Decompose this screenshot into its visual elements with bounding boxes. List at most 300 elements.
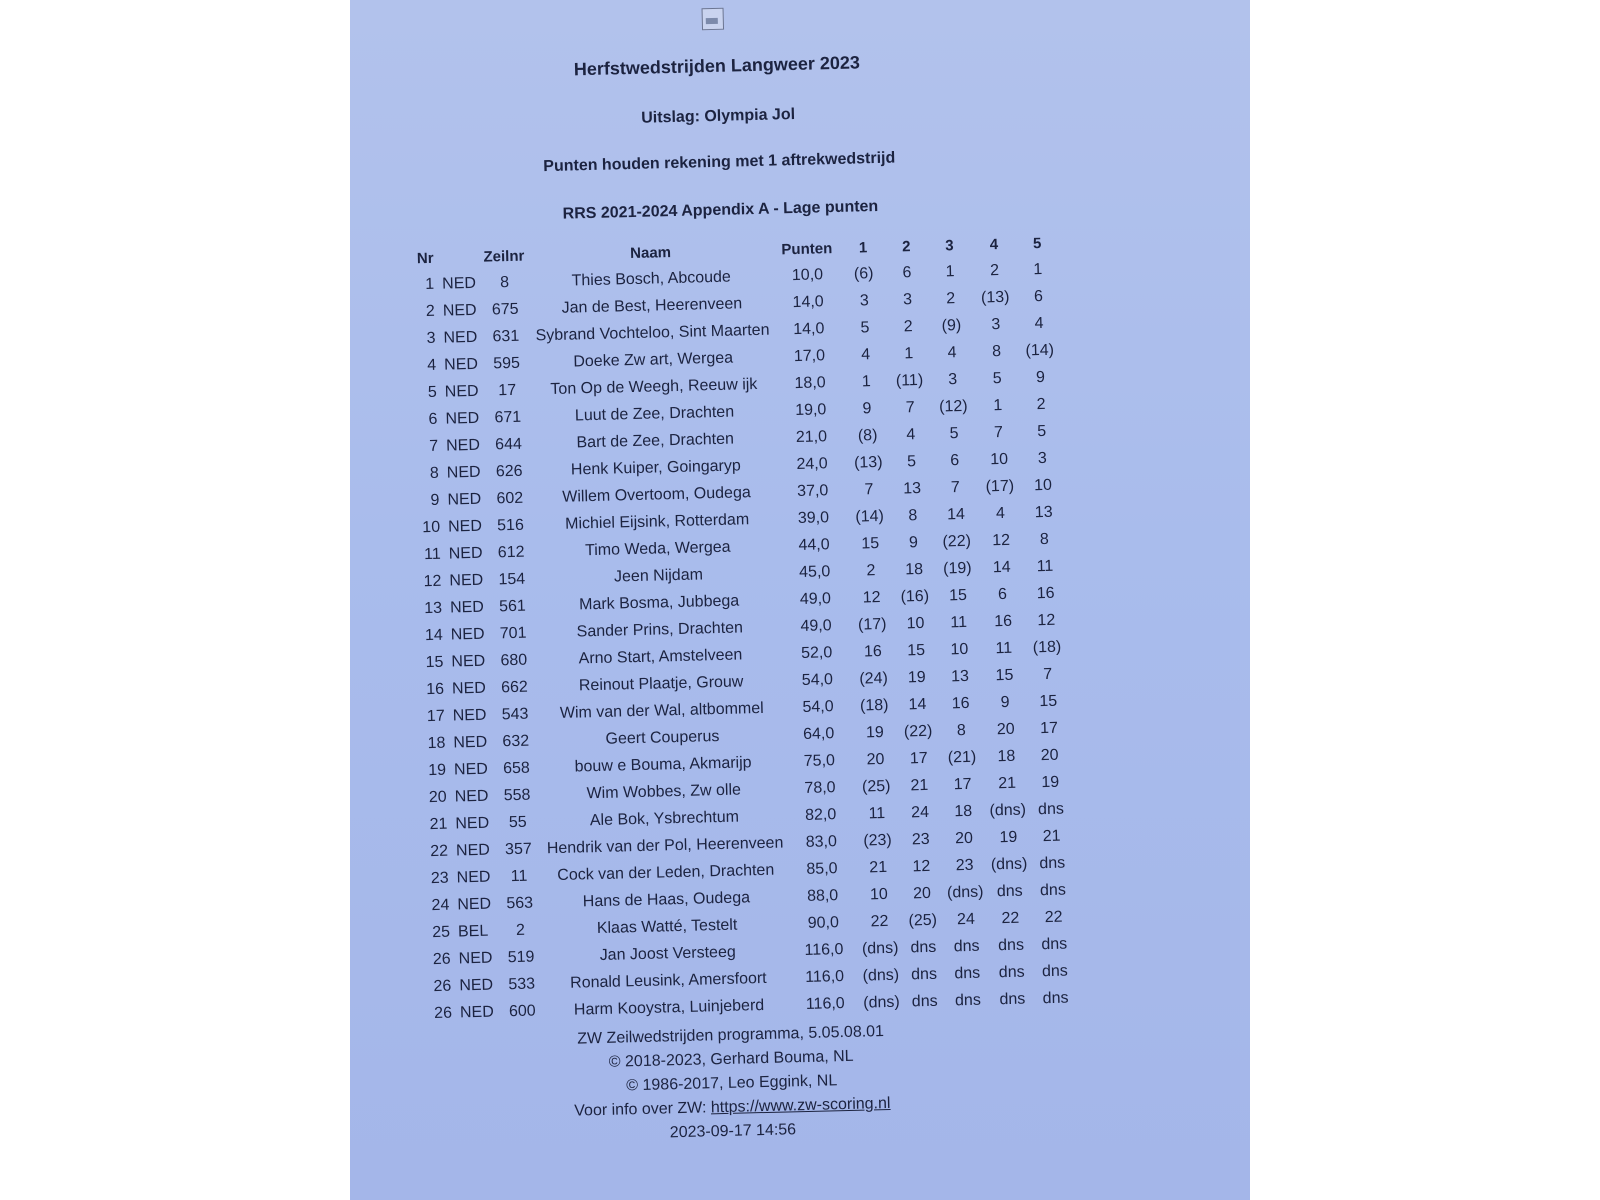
country-cell: NED [445,409,480,428]
race-4-cell: 11 [995,639,1013,657]
race-4-cell: 12 [992,531,1011,549]
race-5-cell: 4 [1034,314,1044,332]
race-2-cell: 3 [902,290,913,308]
race-2-cell: (11) [895,371,924,390]
race-2-cell: 20 [912,884,932,902]
name-cell: bouw e Bouma, Akmarijp [574,753,752,776]
results-table-body [408,256,1077,1028]
points-cell: 54,0 [801,670,834,689]
race-2-cell: 14 [908,695,927,713]
name-cell: Willem Overtoom, Oudega [562,483,751,506]
race-3-cell: 13 [950,667,970,685]
column-header-nr: Nr [416,249,434,267]
race-5-cell: dns [1037,800,1065,818]
name-cell: Hans de Haas, Oudega [582,888,751,910]
race-3-cell: 23 [955,856,974,874]
country-cell: NED [449,571,484,590]
race-2-cell: 13 [903,479,922,497]
race-4-cell: 10 [990,450,1009,468]
race-2-cell: 19 [907,668,926,686]
rank-cell: 26 [433,977,452,995]
footer-copyright-2: © 1986-2017, Leo Eggink, NL [626,1072,838,1095]
sailnumber-cell: 626 [495,462,523,480]
race-5-cell: 1 [1033,260,1043,278]
race-1-cell: 9 [862,399,872,417]
column-header-name: Naam [629,243,672,262]
points-cell: 44,0 [798,535,830,554]
race-4-cell: 18 [997,747,1016,765]
points-cell: 83,0 [805,832,838,851]
sailnumber-cell: 543 [501,705,529,723]
points-cell: 21,0 [795,427,828,446]
country-cell: NED [458,949,493,967]
race-5-cell: 9 [1035,368,1046,386]
country-cell: NED [456,868,491,886]
rank-cell: 16 [426,680,445,698]
race-5-cell: dns [1039,881,1067,899]
points-cell: 14,0 [793,319,825,338]
race-2-cell: 4 [906,425,916,443]
race-1-cell: 15 [861,534,880,552]
race-3-cell: 20 [954,829,974,847]
footer [520,1019,943,1149]
column-header-race-1: 1 [858,238,868,256]
sailnumber-cell: 563 [506,894,534,912]
country-cell: NED [446,463,481,482]
points-cell: 116,0 [805,994,845,1013]
page-title: Herfstwedstrijden Langweer 2023 [573,52,861,80]
rank-cell: 2 [425,302,436,320]
country-cell: NED [445,436,481,455]
name-cell: Michiel Eijsink, Rotterdam [564,510,750,533]
race-5-cell: 2 [1036,395,1046,413]
race-3-cell: dns [953,937,980,955]
points-cell: 49,0 [799,589,832,608]
race-1-cell: 3 [859,291,869,309]
name-cell: Jan de Best, Heerenveen [561,294,743,317]
race-1-cell: 16 [863,642,883,660]
sailnumber-cell: 516 [496,516,525,534]
name-cell: Timo Weda, Wergea [584,538,731,559]
race-1-cell: (24) [859,669,889,688]
rank-cell: 24 [431,896,450,914]
country-cell: NED [444,382,479,401]
sailnumber-cell: 612 [497,543,525,561]
race-4-cell: 21 [997,774,1017,792]
results-sheet [350,0,1250,1200]
country-cell: NED [453,733,488,752]
race-3-cell: 15 [948,586,968,604]
footer-timestamp: 2023-09-17 14:56 [669,1121,797,1142]
race-3-cell: dns [954,991,982,1009]
column-header-race-3: 3 [945,236,954,254]
race-4-cell: (13) [980,288,1010,306]
results-table [407,234,1077,1028]
sailnumber-cell: 8 [499,273,510,291]
sailnumber-cell: 154 [498,570,526,588]
race-2-cell: 2 [903,317,913,335]
race-4-cell: 3 [991,315,1001,333]
country-cell: NED [455,841,490,859]
country-cell: NED [448,544,483,563]
race-2-cell: 24 [910,803,930,821]
points-cell: 52,0 [800,643,833,662]
race-4-cell: dns [998,963,1025,981]
race-2-cell: (22) [903,722,933,740]
race-5-cell: 17 [1039,719,1059,737]
race-3-cell: 18 [954,802,973,820]
race-3-cell: 4 [947,343,957,361]
race-1-cell: (25) [861,777,891,796]
race-5-cell: dns [1039,854,1066,872]
rank-cell: 17 [426,707,445,725]
country-cell: NED [457,895,492,913]
race-3-cell: 10 [950,640,969,658]
race-5-cell: 22 [1044,908,1063,926]
column-header-country [437,248,480,271]
country-cell: NED [450,625,485,644]
race-3-cell: 14 [946,505,966,523]
race-4-cell: 5 [992,369,1002,387]
race-1-cell: (8) [857,426,878,445]
points-cell: 82,0 [804,805,837,824]
name-cell: Ton Op de Weegh, Reeuw ijk [550,375,758,398]
points-cell: 75,0 [803,751,836,770]
race-1-cell: 19 [865,723,885,741]
race-1-cell: 12 [862,588,881,606]
race-1-cell: 4 [860,345,871,363]
column-header-sailnumber: Zeilnr [483,247,525,266]
rank-cell: 22 [430,842,449,860]
race-4-cell: dns [999,990,1026,1008]
race-2-cell: 6 [902,263,912,281]
race-2-cell: dns [911,992,938,1010]
race-2-cell: 15 [907,641,926,659]
race-3-cell: 17 [953,775,972,793]
country-cell: NED [455,814,490,832]
race-5-cell: 11 [1036,557,1054,575]
points-cell: 39,0 [797,508,830,527]
name-cell: Wim van der Wal, altbommel [559,699,764,722]
race-5-cell: 8 [1039,530,1050,548]
footer-program: ZW Zeilwedstrijden programma, 5.05.08.01 [577,1023,885,1048]
sailnumber-cell: 701 [499,624,527,642]
points-cell: 64,0 [802,724,835,743]
race-2-cell: 5 [906,452,917,470]
rank-cell: 26 [433,1004,453,1022]
sailnumber-cell: 11 [510,867,528,885]
race-3-cell: 8 [956,721,966,739]
race-4-cell: (dns) [990,855,1028,873]
sailnumber-cell: 357 [504,840,532,858]
rank-cell: 9 [430,491,440,509]
name-cell: Wim Wobbes, Zw olle [586,781,742,802]
race-1-cell: (dns) [862,966,900,985]
race-3-cell: 7 [950,478,961,496]
race-1-cell: (18) [859,696,889,715]
race-1-cell: (23) [863,831,892,850]
race-2-cell: dns [910,965,938,983]
sailnumber-cell: 2 [515,921,526,939]
race-2-cell: 9 [908,533,919,551]
country-cell: NED [443,355,479,374]
race-2-cell: 12 [912,857,931,875]
race-2-cell: 17 [909,749,928,767]
race-5-cell: dns [1041,935,1068,953]
rank-cell: 26 [432,950,451,968]
race-5-cell: 20 [1040,746,1059,764]
rank-cell: 19 [428,761,447,779]
result-class-heading: Uitslag: Olympia Jol [641,105,796,127]
rank-cell: 5 [427,383,438,401]
race-2-cell: 8 [908,506,918,524]
race-3-cell: 1 [945,262,955,280]
race-3-cell: 5 [949,424,959,442]
race-5-cell: 19 [1041,773,1060,791]
sailnumber-cell: 632 [502,732,530,750]
race-2-cell: 21 [910,776,929,794]
rank-cell: 7 [429,437,439,455]
country-cell: NED [451,652,486,671]
rules-note: RRS 2021-2024 Appendix A - Lage punten [562,197,879,223]
race-2-cell: dns [910,938,937,956]
country-cell: NED [454,787,489,805]
name-cell: Sybrand Vochteloo, Sint Maarten [535,321,770,344]
race-2-cell: 18 [905,560,924,578]
race-1-cell: 11 [868,804,886,822]
name-cell: Sander Prins, Drachten [576,618,744,640]
rank-cell: 15 [425,653,444,671]
points-cell: 19,0 [794,400,827,419]
race-5-cell: 10 [1033,476,1053,494]
race-4-cell: 14 [992,558,1011,576]
race-2-cell: 7 [905,398,915,416]
race-3-cell: 2 [946,289,956,307]
points-cell: 116,0 [804,967,845,986]
sailnumber-cell: 671 [494,408,522,426]
name-cell: Henk Kuiper, Goingaryp [570,456,741,479]
name-cell: Arno Start, Amstelveen [578,645,743,667]
race-1-cell: 20 [866,750,885,768]
rank-cell: 18 [427,734,446,752]
race-3-cell: (9) [941,316,962,334]
name-cell: Hendrik van der Pol, Heerenveen [546,833,784,857]
column-header-race-4: 4 [989,235,999,253]
race-4-cell: 7 [993,423,1004,441]
sailnumber-cell: 675 [491,300,519,318]
points-cell: 14,0 [792,292,824,311]
race-5-cell: 6 [1033,287,1044,305]
points-cell: 90,0 [807,913,840,932]
race-4-cell: (dns) [989,801,1027,819]
sailnumber-cell: 631 [492,327,520,345]
sheet-content [350,0,1250,1200]
name-cell: Ale Bok, Ysbrechtum [589,808,740,829]
race-1-cell: (dns) [861,939,899,958]
footer-copyright-1: © 2018-2023, Gerhard Bouma, NL [608,1047,854,1071]
race-1-cell: 21 [869,858,888,876]
race-4-cell: 9 [1000,693,1010,711]
name-cell: Thies Bosch, Abcoude [571,268,732,289]
rank-cell: 20 [428,788,447,806]
sailnumber-cell: 519 [507,948,535,966]
name-cell: Geert Couperus [605,727,720,748]
rank-cell: 23 [430,869,449,887]
sailnumber-cell: 595 [492,354,521,372]
country-cell: NED [459,976,494,994]
race-5-cell: 16 [1036,584,1055,602]
country-cell: NED [449,598,485,617]
race-5-cell: 13 [1034,503,1053,521]
race-5-cell: 12 [1037,611,1056,629]
broken-image-icon [702,8,725,31]
name-cell: Bart de Zee, Drachten [576,430,735,451]
name-cell: Jeen Nijdam [613,565,704,586]
race-5-cell: 15 [1039,692,1058,710]
race-4-cell: dns [997,936,1025,954]
sailnumber-cell: 533 [508,975,536,993]
race-3-cell: (21) [947,748,977,766]
points-cell: 88,0 [806,886,839,905]
country-cell: NED [447,517,483,536]
race-2-cell: (16) [900,587,930,606]
rank-cell: 6 [428,410,438,428]
race-1-cell: 22 [870,912,889,930]
rank-cell: 21 [429,815,448,833]
sailnumber-cell: 55 [508,813,527,831]
points-cell: 18,0 [794,373,826,392]
points-cell: 37,0 [796,481,829,500]
race-4-cell: dns [996,882,1023,900]
country-cell: NED [442,301,477,320]
name-cell: Cock van der Leden, Drachten [557,861,775,884]
rank-cell: 8 [429,464,439,482]
race-5-cell: 3 [1037,449,1048,467]
race-3-cell: dns [954,964,981,982]
race-1-cell: (17) [857,615,887,634]
sailnumber-cell: 680 [500,651,528,669]
name-cell: Harm Kooystra, Luinjeberd [573,996,765,1019]
points-cell: 49,0 [800,616,832,635]
race-4-cell: 2 [989,261,1000,279]
country-cell: BEL [457,922,489,940]
race-5-cell: dns [1042,989,1069,1007]
race-4-cell: 8 [991,342,1002,360]
race-1-cell: (13) [853,453,883,472]
name-cell: Reinout Plaatje, Grouw [578,672,744,694]
race-4-cell: 15 [995,666,1014,684]
country-cell: NED [453,760,489,779]
points-cell: 85,0 [806,859,838,878]
race-3-cell: 16 [951,694,970,712]
rank-cell: 25 [431,923,451,941]
race-3-cell: (19) [942,559,972,577]
race-3-cell: (12) [938,397,968,416]
rank-cell: 14 [424,626,443,644]
race-1-cell: (14) [855,507,885,526]
race-3-cell: 24 [956,910,976,928]
race-4-cell: (17) [985,477,1015,495]
race-4-cell: 1 [993,396,1003,414]
race-4-cell: 4 [995,504,1006,522]
race-5-cell: (14) [1025,341,1055,359]
country-cell: NED [441,274,477,293]
name-cell: Mark Bosma, Jubbega [578,591,740,613]
name-cell: Doeke Zw art, Wergea [573,349,734,370]
points-cell: 116,0 [804,940,844,959]
race-3-cell: 3 [948,370,958,388]
name-cell: Luut de Zee, Drachten [574,403,735,424]
race-1-cell: 7 [864,480,874,498]
rank-cell: 13 [424,599,443,617]
name-cell: Ronald Leusink, Amersfoort [569,969,767,992]
country-cell: NED [459,1003,494,1021]
name-cell: Klaas Watté, Testelt [596,916,738,937]
race-4-cell: 6 [997,585,1008,603]
country-cell: NED [451,679,487,698]
race-3-cell: 11 [950,613,968,631]
race-1-cell: 1 [861,372,871,390]
sailnumber-cell: 662 [500,678,529,696]
race-3-cell: (dns) [946,883,984,901]
points-cell: 78,0 [804,778,836,797]
race-2-cell: (25) [908,911,938,929]
sailnumber-cell: 644 [494,435,523,453]
rank-cell: 10 [422,518,441,536]
footer-info-link[interactable]: https://www.zw-scoring.nl [710,1094,891,1117]
footer-info-label: Voor info over ZW: [574,1099,712,1120]
sailnumber-cell: 600 [508,1002,536,1020]
race-1-cell: 10 [869,885,888,903]
race-4-cell: 22 [1001,909,1020,927]
rank-cell: 12 [423,572,442,590]
country-cell: NED [447,490,482,509]
race-5-cell: (18) [1032,638,1062,656]
race-1-cell: (dns) [863,993,900,1012]
points-cell: 17,0 [793,346,826,365]
sailnumber-cell: 558 [503,786,531,804]
rank-cell: 1 [425,275,435,293]
race-4-cell: 19 [999,828,1018,846]
discard-note: Punten houden rekening met 1 aftrekwedstrijd [543,149,896,176]
race-2-cell: 10 [906,614,925,632]
race-5-cell: dns [1041,962,1069,980]
points-cell: 45,0 [798,562,831,581]
race-4-cell: 20 [996,720,1015,738]
race-5-cell: 21 [1042,827,1061,845]
race-2-cell: 23 [911,830,930,848]
race-2-cell: 1 [904,344,914,362]
sailnumber-cell: 561 [498,597,527,615]
rank-cell: 11 [423,545,441,563]
race-3-cell: (22) [942,532,972,550]
rank-cell: 3 [426,329,436,347]
points-cell: 24,0 [796,454,828,473]
column-header-points: Punten [781,239,833,258]
column-header-race-5: 5 [1032,234,1042,252]
name-cell: Jan Joost Versteeg [599,943,736,964]
sailnumber-cell: 602 [496,489,524,507]
race-4-cell: 16 [994,612,1013,630]
points-cell: 10,0 [791,265,824,284]
column-header-race-2: 2 [901,237,911,255]
race-3-cell: 6 [950,451,960,469]
race-1-cell: 5 [860,318,870,336]
race-5-cell: 7 [1043,665,1053,683]
race-1-cell: (6) [853,264,874,283]
rank-cell: 4 [427,356,437,374]
points-cell: 54,0 [802,697,834,716]
